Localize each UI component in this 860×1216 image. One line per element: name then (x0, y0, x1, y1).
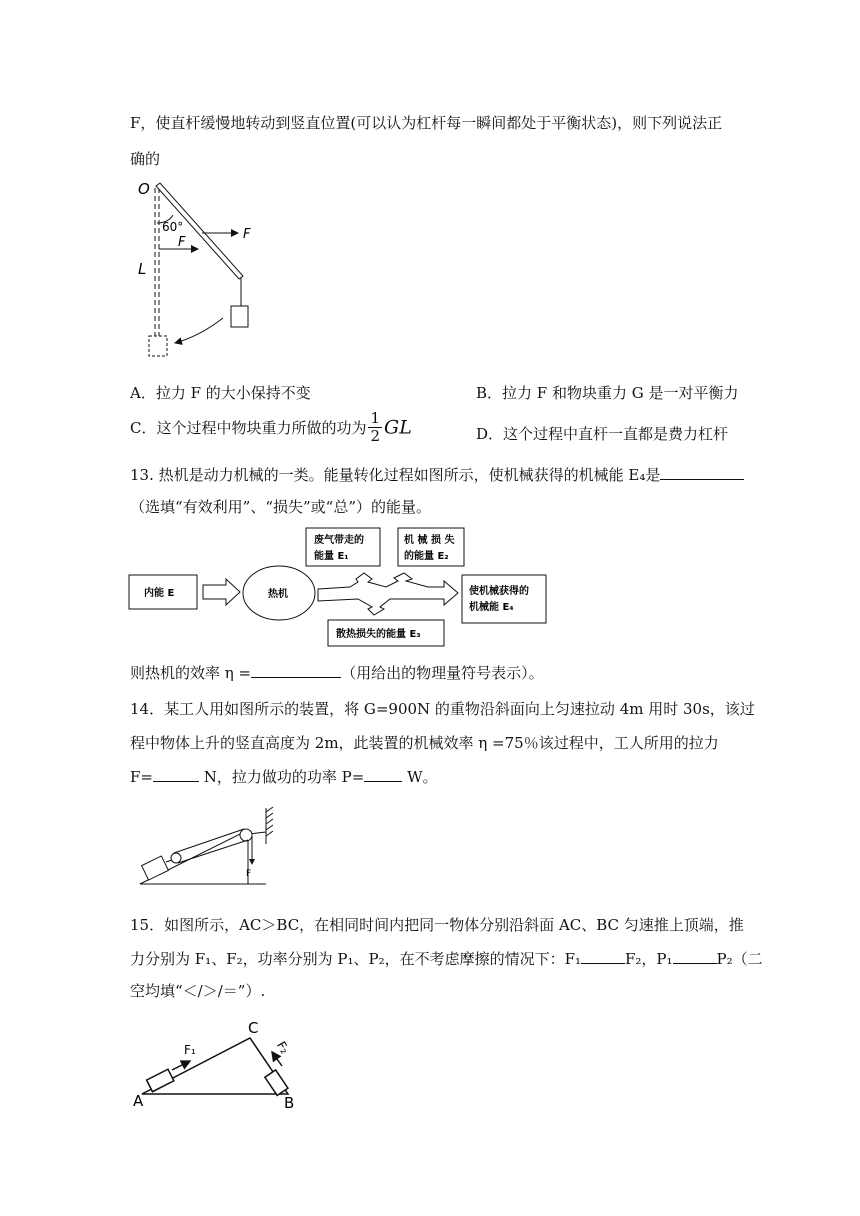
q14-line1: 14．某工人用如图所示的装置，将 G=900N 的重物沿斜面向上匀速拉动 4m 用时 30s，该过 (130, 700, 755, 718)
energy-branch-arrow (318, 573, 458, 615)
q12-option-d: D．这个过程中直杆一直都是费力杠杆 (476, 425, 729, 443)
q14-force-blank[interactable] (153, 767, 199, 782)
fraction-numerator: 1 (370, 409, 381, 427)
q12-intro-line1: F，使直杆缓慢地转动到竖直位置(可以认为杠杆每一瞬间都处于平衡状态)，则下列说法正 (130, 114, 723, 132)
label-c: C (248, 1019, 259, 1037)
q12-option-a: A．拉力 F 的大小保持不变 (130, 384, 311, 402)
block-on-bc (265, 1070, 288, 1096)
q14-f-label: F= (130, 768, 153, 786)
q13-line3 (130, 662, 544, 683)
fraction-denominator: 2 (370, 427, 381, 445)
rotation-arrow (175, 318, 223, 343)
q15-line2-b: F₂，P₁ (625, 950, 673, 968)
q12-intro-line2: 确的 (130, 150, 161, 168)
q12-option-c (130, 410, 412, 445)
q13-line3-prefix: 则热机的效率 η = (130, 664, 252, 682)
label-o: O (138, 180, 150, 198)
triangle-incline-figure (130, 1018, 310, 1110)
exhaust-label-line1: 废气带走的 (314, 535, 364, 546)
heat-engine-label: 热机 (268, 589, 288, 600)
useful-label-line1: 使机械获得的 (469, 586, 529, 597)
q15-force-compare-blank[interactable] (581, 949, 625, 964)
label-angle: 60° (162, 220, 184, 234)
q15-line2-c: P₂（二 (716, 950, 763, 968)
q13-answer-blank-2[interactable] (251, 663, 341, 678)
q15-line3: 空均填“＜/＞/＝”）. (130, 982, 266, 1000)
q13-line1-text: 13. 热机是动力机械的一类。能量转化过程如图所示，使机械获得的机械能 E₄是 (130, 466, 661, 484)
input-arrow (203, 579, 240, 605)
wall-hatching (266, 807, 273, 836)
label-a: A (133, 1092, 144, 1110)
internal-energy-label: 内能 E (144, 588, 175, 599)
q15-line2 (130, 948, 763, 969)
fixed-pulley (240, 829, 252, 841)
label-l: L (138, 260, 147, 278)
label-f1: F₁ (184, 1043, 196, 1057)
lever-figure (130, 178, 270, 363)
block-link (166, 860, 172, 862)
q12-option-b: B．拉力 F 和物块重力 G 是一对平衡力 (476, 384, 739, 402)
block-on-ac (147, 1069, 174, 1091)
q13-line2: （选填“有效利用”、“损失”或“总”）的能量。 (130, 498, 432, 516)
mech-loss-label-line1: 机 械 损 失 (404, 535, 455, 546)
label-f2: F₂ (273, 1039, 292, 1057)
q14-line3 (130, 766, 438, 787)
q14-power-blank[interactable] (364, 767, 402, 782)
q13-line1 (130, 464, 744, 485)
label-f-mid: F (178, 235, 186, 250)
heat-loss-label: 散热损失的能量 E₃ (336, 629, 421, 640)
hanging-block (231, 306, 248, 327)
fraction-one-half (368, 410, 382, 445)
q15-line1: 15．如图所示，AC＞BC，在相同时间内把同一物体分别沿斜面 AC、BC 匀速推上顶端，推 (130, 916, 744, 934)
useful-energy-box (462, 575, 546, 623)
q14-line2: 程中物体上升的竖直高度为 2m，此装置的机械效率 η =75％该过程中，工人所用的拉力 (130, 734, 719, 752)
exhaust-label-line2: 能量 E₁ (314, 551, 349, 562)
label-f: F (246, 869, 252, 879)
incline-pulley-figure (136, 804, 286, 890)
q14-unit-w: W。 (402, 768, 438, 786)
option-c-gl: GL (384, 416, 412, 439)
energy-flow-diagram (128, 527, 548, 649)
movable-pulley (171, 853, 181, 863)
dashed-block (149, 336, 167, 356)
mech-loss-label-line2: 的能量 E₂ (404, 551, 449, 562)
force-f1-arrow (172, 1061, 190, 1070)
option-c-text: C．这个过程中物块重力所做的功为 (130, 419, 367, 437)
q13-line3-suffix: （用给出的物理量符号表示）。 (341, 664, 544, 682)
useful-label-line2: 机械能 E₄ (469, 602, 514, 613)
q14-power-label: N，拉力做功的功率 P= (198, 768, 365, 786)
q13-answer-blank-1[interactable] (660, 465, 744, 480)
label-b: B (284, 1094, 295, 1110)
q15-line2-a: 力分别为 F₁、F₂，功率分别为 P₁、P₂，在不考虑摩擦的情况下：F₁ (130, 950, 582, 968)
label-f-top: F (243, 227, 251, 242)
q15-power-compare-blank[interactable] (673, 949, 717, 964)
